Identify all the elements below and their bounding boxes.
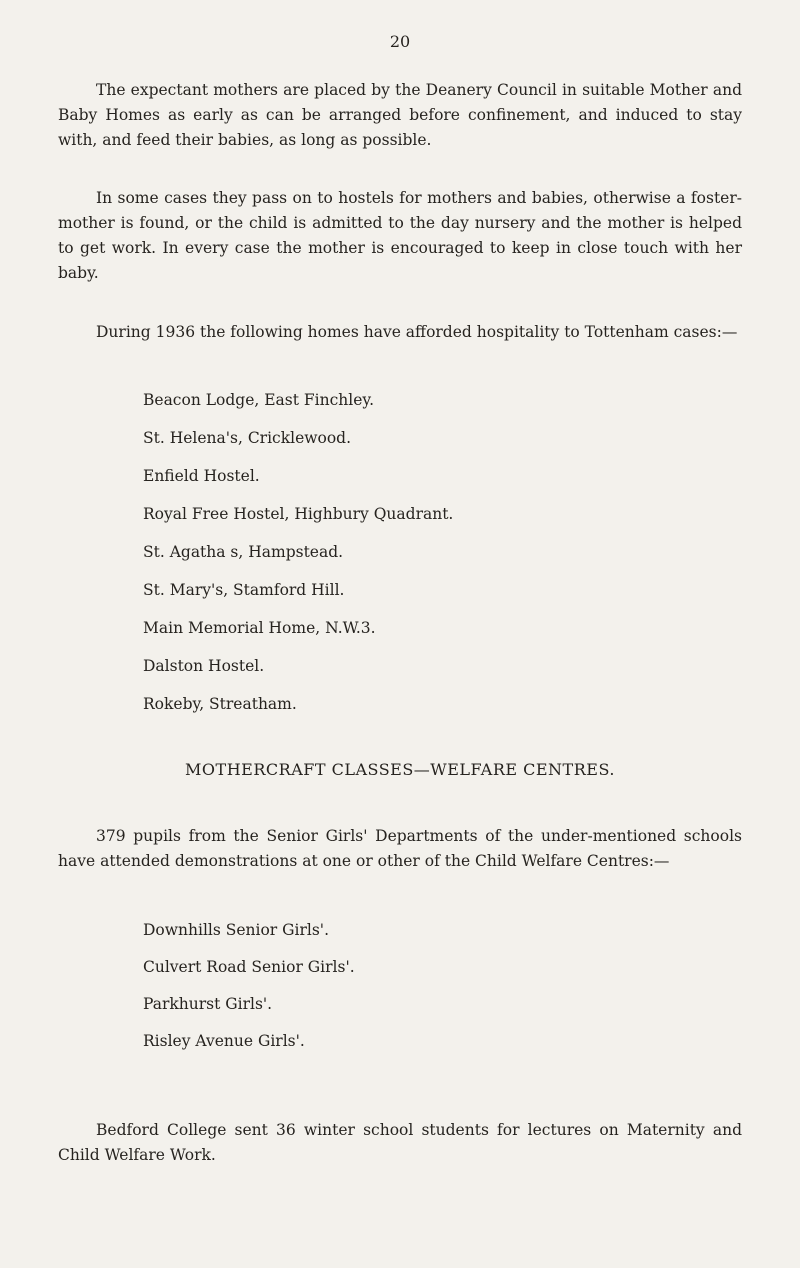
list-item: Enfield Hostel.	[143, 467, 260, 485]
paragraph-pupils: 379 pupils from the Senior Girls' Departments of the under-mentioned schools have attended demonstrations at one or other of the Child Welfare Centres:—	[58, 827, 742, 870]
page-number: 20	[389, 32, 411, 51]
list-item: St. Mary's, Stamford Hill.	[143, 581, 345, 599]
list-item: Culvert Road Senior Girls'.	[143, 958, 355, 976]
list-item: Downhills Senior Girls'.	[143, 921, 329, 939]
list-item: Parkhurst Girls'.	[143, 995, 273, 1013]
list-item: St. Agatha s, Hampstead.	[143, 543, 344, 561]
list-item: Risley Avenue Girls'.	[143, 1032, 305, 1050]
paragraph-bedford-college: Bedford College sent 36 winter school students for lectures on Maternity and Child Welfare Work.	[58, 1121, 742, 1164]
paragraph-hostels: In some cases they pass on to hostels for mothers and babies, otherwise a foster-mother is found, or the child is admitted to the day nursery and the mother is helped to get work. In every case the mother is encouraged to keep in close touch with her baby.	[58, 189, 742, 282]
list-item: Dalston Hostel.	[143, 657, 265, 675]
list-item: Main Memorial Home, N.W.3.	[143, 619, 376, 637]
section-heading: MOTHERCRAFT CLASSES—WELFARE CENTRES.	[185, 760, 615, 779]
paragraph-homes-intro: During 1936 the following homes have afforded hospitality to Tottenham cases:—	[96, 323, 738, 341]
list-item: Beacon Lodge, East Finchley.	[143, 391, 375, 409]
list-item: St. Helena's, Cricklewood.	[143, 429, 352, 447]
schools-list	[143, 920, 355, 1068]
list-item: Royal Free Hostel, Highbury Quadrant.	[143, 505, 454, 523]
homes-list	[143, 390, 453, 732]
paragraph-expectant-mothers: The expectant mothers are placed by the Deanery Council in suitable Mother and Baby Homes as early as can be arranged before confinement, and induced to stay with, and feed their babies, as long as possible.	[58, 81, 742, 149]
list-item: Rokeby, Streatham.	[143, 695, 297, 713]
